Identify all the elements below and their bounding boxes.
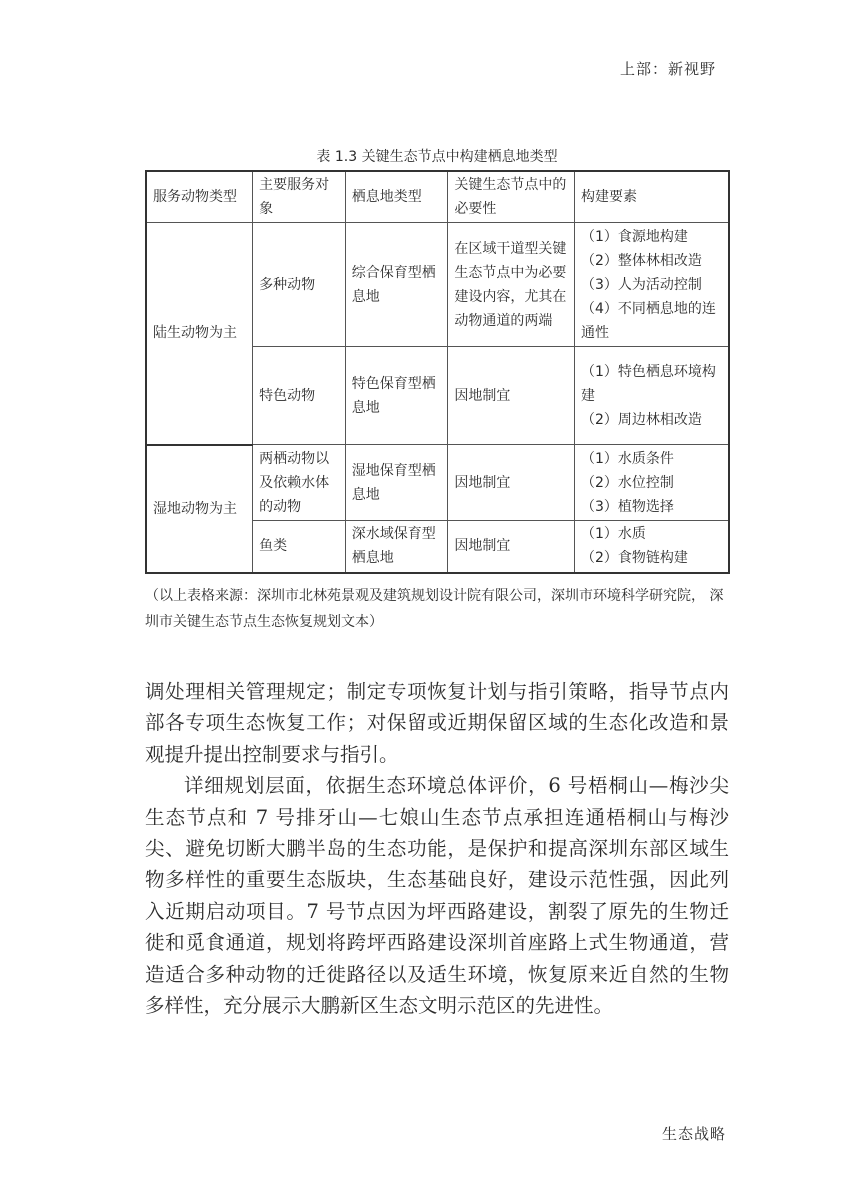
element-item: （2）周边林相改造 <box>580 411 702 428</box>
elements-cell <box>574 445 729 521</box>
column-header: 主要服务对象 <box>253 171 346 223</box>
table-row <box>146 445 729 521</box>
service-target-cell: 鱼类 <box>253 521 346 573</box>
element-item: （2）整体林相改造 <box>580 252 702 269</box>
necessity-cell: 因地制宜 <box>448 521 575 573</box>
table-source-note: （以上表格来源：深圳市北林苑景观及建筑规划设计院有限公司，深圳市环境科学研究院， 深圳市关键生态节点生态恢复规划文本） <box>145 588 724 630</box>
service-target-cell: 多种动物 <box>253 223 346 347</box>
table-row <box>146 223 729 347</box>
elements-cell <box>574 521 729 573</box>
element-item: （3）植物选择 <box>580 498 674 515</box>
necessity-cell: 因地制宜 <box>448 445 575 521</box>
paragraph: 调处理相关管理规定；制定专项恢复计划与指引策略，指导节点内部各专项生态恢复工作；对保留或近期保留区域的生态化改造和景观提升提出控制要求与指引。 <box>145 680 729 766</box>
elements-cell <box>574 223 729 347</box>
habitat-type-table <box>145 170 730 574</box>
necessity-cell: 因地制宜 <box>448 347 575 445</box>
column-header: 关键生态节点中的必要性 <box>448 171 575 223</box>
running-footer: 生态战略 <box>661 1125 726 1143</box>
element-item: （3）人为活动控制 <box>580 276 702 293</box>
paragraph: 详细规划层面，依据生态环境总体评价，6 号梧桐山—梅沙尖生态节点和 7 号排牙山—七娘山生态节点承担连通梧桐山与梅沙尖、避免切断大鹏半岛的生态功能，是保护和提高深圳东部区域生物多样性的重要生态版块，生态基础良好，建设示范性强，因此列入近期启动项目。7 号节点因为坪西路建设，割裂了原先的生物迁徙和觅食通道，规划将跨坪西路建设深圳首座路上式生物通道，营造适合多种动物的迁徙路径以及适生环境，恢复原来近自然的生物多样性，充分展示大鹏新区生态文明示范区的先进性。 <box>145 774 729 1018</box>
body-text <box>145 676 729 1021</box>
column-header: 构建要素 <box>574 171 729 223</box>
table-caption: 表 1.3 关键生态节点中构建栖息地类型 <box>316 149 558 165</box>
element-item: （1）特色栖息环境构建 <box>580 363 716 404</box>
table-header-row <box>146 171 729 223</box>
habitat-type-cell: 深水域保育型栖息地 <box>345 521 448 573</box>
running-header: 上部：新视野 <box>619 60 716 78</box>
element-item: （1）水质 <box>580 526 646 543</box>
animal-type-cell: 湿地动物为主 <box>146 445 253 573</box>
habitat-type-cell: 湿地保育型栖息地 <box>345 445 448 521</box>
column-header: 栖息地类型 <box>345 171 448 223</box>
element-item: （1）食源地构建 <box>580 228 688 245</box>
service-target-cell: 两栖动物以及依赖水体的动物 <box>253 445 346 521</box>
habitat-type-cell: 特色保育型栖息地 <box>345 347 448 445</box>
service-target-cell: 特色动物 <box>253 347 346 445</box>
element-item: （2）食物链构建 <box>580 550 688 567</box>
element-item: （4）不同栖息地的连通性 <box>580 300 716 341</box>
element-item: （2）水位控制 <box>580 474 674 491</box>
necessity-cell: 在区域干道型关键生态节点中为必要建设内容，尤其在动物通道的两端 <box>448 223 575 347</box>
habitat-type-cell: 综合保育型栖息地 <box>345 223 448 347</box>
column-header: 服务动物类型 <box>146 171 253 223</box>
element-item: （1）水质条件 <box>580 450 674 467</box>
elements-cell <box>574 347 729 445</box>
animal-type-cell: 陆生动物为主 <box>146 223 253 445</box>
